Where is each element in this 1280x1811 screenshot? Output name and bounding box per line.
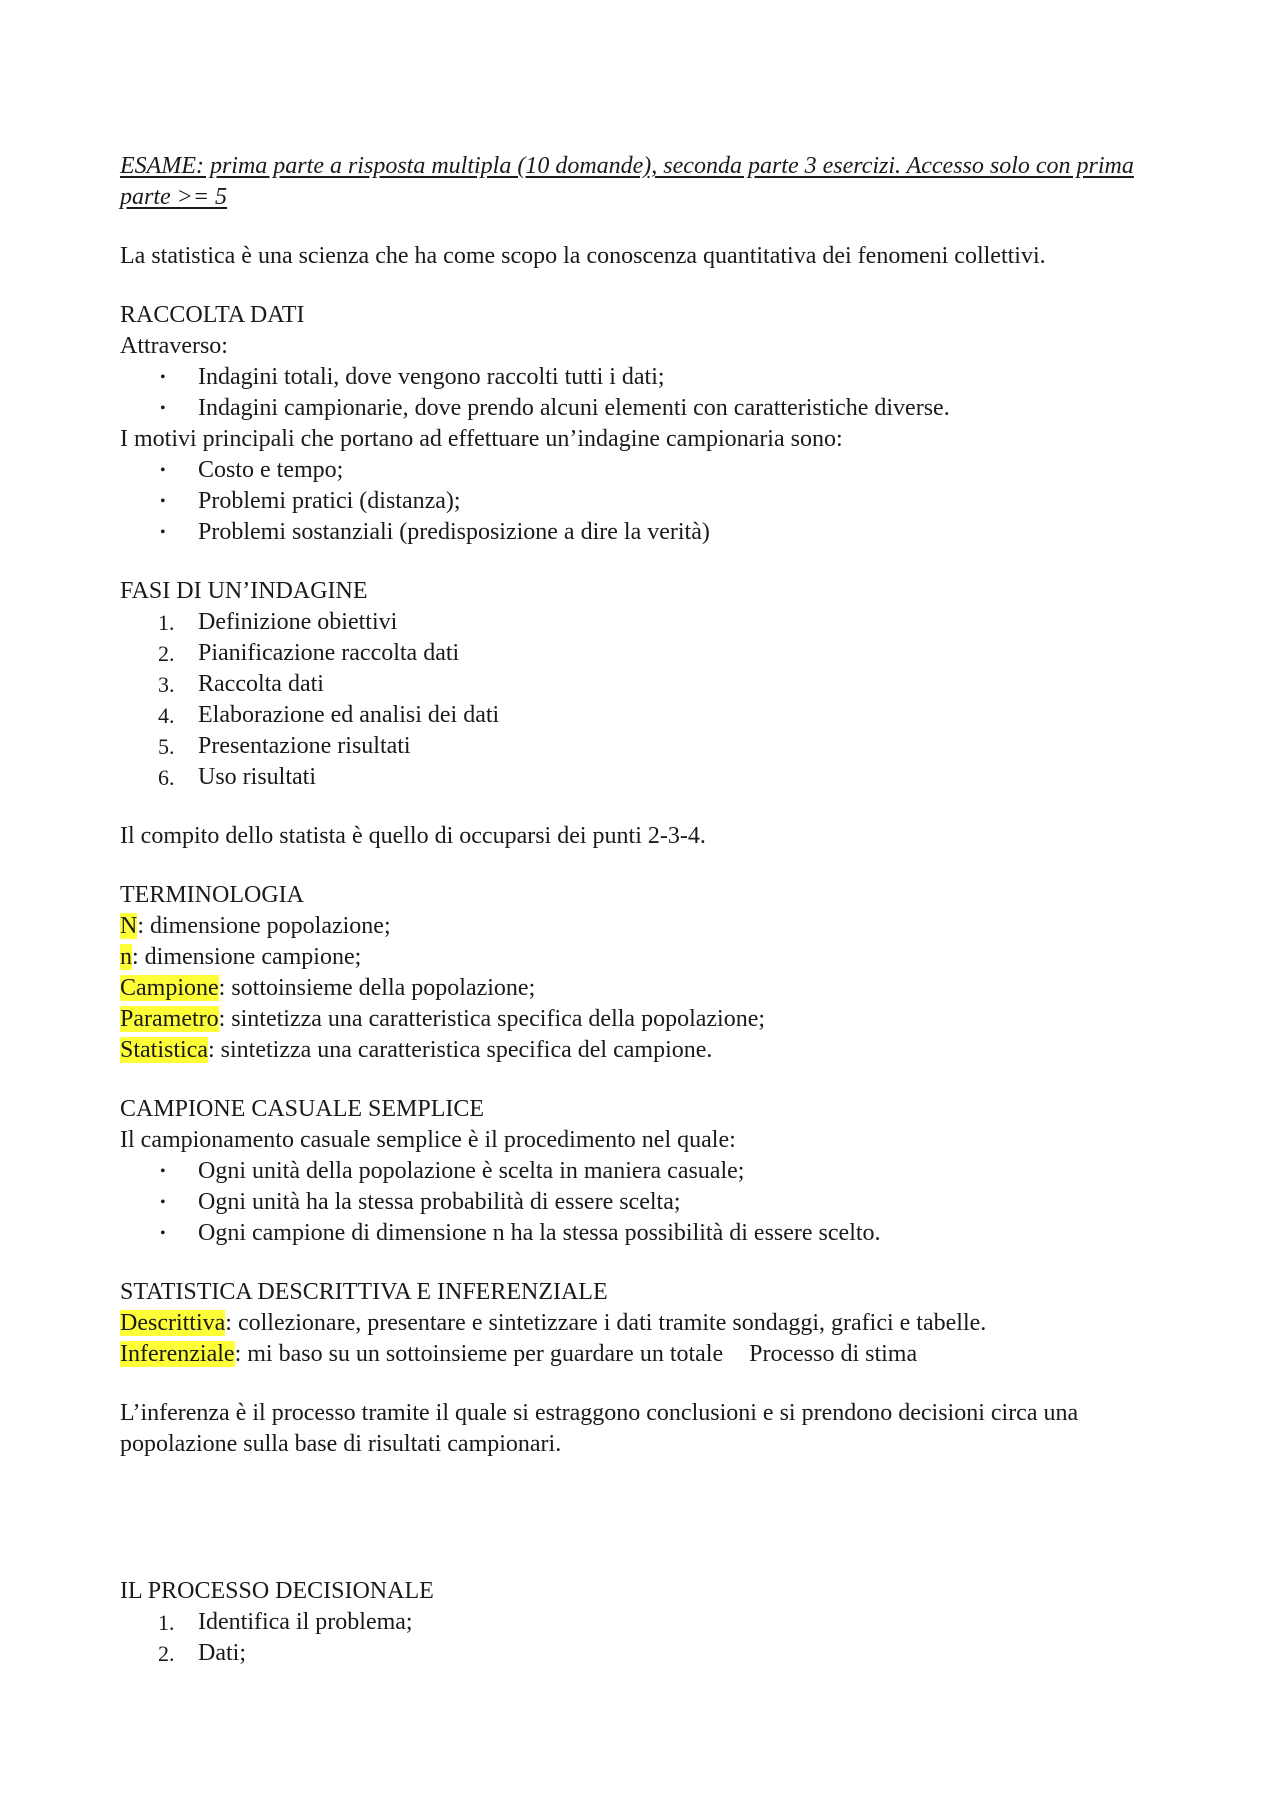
list-item [120, 638, 1170, 669]
processo-list [120, 1607, 1170, 1669]
highlighted-term: Campione [120, 975, 219, 1001]
term-definition: : sintetizza una caratteristica specifica della popolazione; [218, 1006, 766, 1032]
list-item-text: Costo e tempo; [198, 457, 344, 483]
processo-stima: Processo di stima [749, 1341, 918, 1367]
list-item [120, 1638, 1170, 1669]
list-item [120, 1607, 1170, 1638]
list-number: 4. [158, 703, 175, 728]
list-item-text: Ogni unità della popolazione è scelta in maniera casuale; [198, 1158, 745, 1184]
highlighted-term: Parametro [120, 1006, 219, 1032]
list-number: 1. [158, 1610, 175, 1635]
heading-processo-decisionale: IL PROCESSO DECISIONALE [120, 1578, 434, 1604]
highlighted-term: n [120, 944, 132, 970]
term-definition: : collezionare, presentare e sintetizzare i dati tramite sondaggi, grafici e tabelle. [225, 1310, 987, 1336]
highlighted-term: Descrittiva [120, 1310, 226, 1336]
list-item [120, 362, 1170, 393]
list-item-text: Ogni campione di dimensione n ha la stessa possibilità di essere scelto. [198, 1220, 881, 1246]
heading-fasi-indagine: FASI DI UN’INDAGINE [120, 578, 368, 604]
inferenza-paragraph: L’inferenza è il processo tramite il quale si estraggono conclusioni e si prendono decisioni circa una popolazione sulla base di risultati campionari. [120, 1400, 1079, 1457]
list-item-text: Raccolta dati [198, 671, 324, 697]
heading-campione-casuale: CAMPIONE CASUALE SEMPLICE [120, 1096, 485, 1122]
list-item-text: Elaborazione ed analisi dei dati [198, 702, 500, 728]
term-definition: : dimensione campione; [132, 944, 362, 970]
bullet-icon: • [160, 369, 166, 386]
term-definition: : dimensione popolazione; [137, 913, 391, 939]
list-item [120, 731, 1170, 762]
motivi-lead: I motivi principali che portano ad effettuare un’indagine campionaria sono: [120, 426, 843, 452]
list-item [120, 607, 1170, 638]
list-item [120, 455, 1170, 486]
term-definition: : mi baso su un sottoinsieme per guardare un totale [234, 1341, 724, 1367]
bullet-icon: • [160, 1194, 166, 1211]
term-definition: : sintetizza una caratteristica specifica del campione. [207, 1037, 713, 1063]
list-item [120, 517, 1170, 548]
list-item-text: Ogni unità ha la stessa probabilità di essere scelta; [198, 1189, 681, 1215]
list-item [120, 669, 1170, 700]
list-item-text: Indagini totali, dove vengono raccolti tutti i dati; [198, 364, 665, 390]
bullet-icon: • [160, 1163, 166, 1180]
highlighted-term: Statistica [120, 1037, 208, 1063]
campione-lead: Il campionamento casuale semplice è il procedimento nel quale: [120, 1127, 736, 1153]
list-number: 2. [158, 1641, 175, 1666]
term-line [120, 973, 1170, 1004]
term-line [120, 1339, 1170, 1370]
list-item-text: Identifica il problema; [198, 1609, 413, 1635]
intro-paragraph: La statistica è una scienza che ha come scopo la conoscenza quantitativa dei fenomeni collettivi. [120, 243, 1046, 269]
term-line [120, 911, 1170, 942]
term-line [120, 1308, 1170, 1339]
list-item [120, 1156, 1170, 1187]
document-content [120, 151, 1170, 1669]
list-number: 5. [158, 734, 175, 759]
bullet-icon: • [160, 1225, 166, 1242]
list-item-text: Problemi pratici (distanza); [198, 488, 461, 514]
list-item-text: Presentazione risultati [198, 733, 411, 759]
list-item-text: Problemi sostanziali (predisposizione a dire la verità) [198, 519, 710, 545]
heading-terminologia: TERMINOLOGIA [120, 882, 304, 908]
list-item [120, 700, 1170, 731]
campione-list [120, 1156, 1170, 1249]
heading-raccolta-dati: RACCOLTA DATI [120, 302, 305, 328]
list-item [120, 1218, 1170, 1249]
list-number: 2. [158, 641, 175, 666]
list-number: 3. [158, 672, 175, 697]
list-item-text: Pianificazione raccolta dati [198, 640, 460, 666]
list-item [120, 762, 1170, 793]
motivi-list [120, 455, 1170, 548]
heading-descrittiva-inferenziale: STATISTICA DESCRITTIVA E INFERENZIALE [120, 1279, 608, 1305]
fasi-list [120, 607, 1170, 793]
exam-note: ESAME: prima parte a risposta multipla (10 domande), seconda parte 3 esercizi. Accesso solo con prima parte >= 5 [120, 153, 1134, 210]
bullet-icon: • [160, 462, 166, 479]
highlighted-term: Inferenziale [120, 1341, 235, 1367]
bullet-icon: • [160, 524, 166, 541]
list-item [120, 1187, 1170, 1218]
raccolta-list [120, 362, 1170, 424]
list-item [120, 486, 1170, 517]
compito-statista: Il compito dello statista è quello di occuparsi dei punti 2-3-4. [120, 823, 706, 849]
bullet-icon: • [160, 400, 166, 417]
raccolta-lead: Attraverso: [120, 333, 228, 359]
list-number: 6. [158, 765, 175, 790]
list-number: 1. [158, 610, 175, 635]
list-item-text: Uso risultati [198, 764, 316, 790]
term-line [120, 1035, 1170, 1066]
highlighted-term: N [120, 913, 138, 939]
term-definition: : sottoinsieme della popolazione; [218, 975, 536, 1001]
list-item [120, 393, 1170, 424]
list-item-text: Dati; [198, 1640, 246, 1666]
term-line [120, 1004, 1170, 1035]
list-item-text: Definizione obiettivi [198, 609, 398, 635]
list-item-text: Indagini campionarie, dove prendo alcuni elementi con caratteristiche diverse. [198, 395, 950, 421]
term-line [120, 942, 1170, 973]
bullet-icon: • [160, 493, 166, 510]
